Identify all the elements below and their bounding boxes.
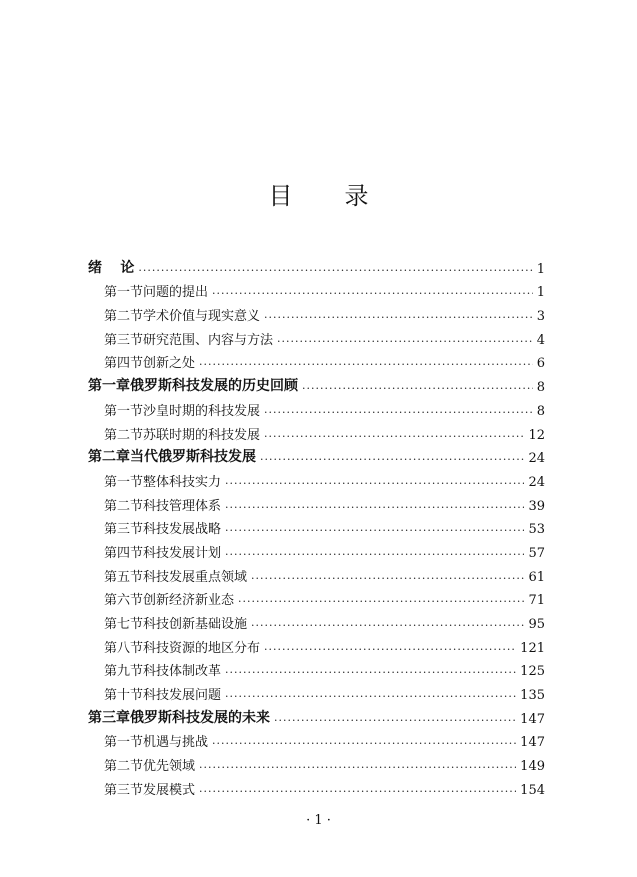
toc-entry-number: 第三节	[104, 782, 144, 798]
toc-entry-number: 第七节	[104, 617, 144, 632]
toc-entry-number: 第十节	[104, 688, 144, 704]
toc-leader-dots	[302, 382, 533, 395]
toc-leader-dots	[251, 572, 524, 585]
toc-entry-number: 第九节	[104, 664, 144, 680]
toc-page-number: 61	[528, 569, 545, 585]
toc-entry-number: 第三节	[104, 522, 144, 538]
toc-section-entry[interactable]	[88, 348, 545, 372]
toc-page-number: 8	[536, 380, 545, 396]
toc-leader-dots	[260, 453, 524, 466]
toc-section-entry[interactable]	[88, 490, 545, 514]
toc-section-entry[interactable]	[88, 750, 545, 774]
toc-page-number: 57	[528, 545, 545, 561]
toc-section-entry[interactable]	[88, 300, 545, 324]
toc-entry-title: 苏联时期的科技发展	[143, 427, 261, 443]
toc-leader-dots	[264, 406, 533, 419]
toc-leader-dots	[199, 785, 516, 798]
toc-page-number: 71	[528, 593, 545, 609]
toc-entry-number: 第二章	[88, 449, 130, 466]
toc-entry-title: 科技发展问题	[143, 688, 222, 704]
toc-entry-number: 第一节	[104, 735, 144, 751]
toc-entry-title: 当代俄罗斯科技发展	[130, 449, 256, 466]
toc-leader-dots	[225, 548, 524, 561]
table-of-contents	[88, 253, 545, 798]
toc-chapter-entry[interactable]	[88, 371, 545, 395]
toc-entry-number: 第一章	[88, 378, 130, 395]
toc-leader-dots	[225, 501, 524, 514]
toc-leader-dots	[212, 287, 533, 300]
toc-page-number: 95	[528, 617, 545, 632]
toc-leader-dots	[199, 358, 533, 371]
toc-chapter-entry[interactable]	[88, 443, 545, 467]
toc-section-entry[interactable]	[88, 466, 545, 490]
toc-section-entry[interactable]	[88, 514, 545, 538]
toc-entry-title: 沙皇时期的科技发展	[143, 403, 261, 419]
toc-entry-number: 第八节	[104, 640, 144, 656]
toc-section-entry[interactable]	[88, 679, 545, 703]
toc-section-entry[interactable]	[88, 727, 545, 751]
toc-page-number: 39	[528, 498, 545, 514]
toc-leader-dots	[225, 477, 524, 490]
toc-entry-number: 第二节	[104, 309, 144, 325]
toc-page-number: 149	[520, 759, 545, 775]
toc-page-number: 3	[536, 309, 545, 325]
toc-chapter-entry[interactable]	[88, 253, 545, 277]
toc-entry-number: 第四节	[104, 545, 144, 561]
toc-entry-number: 第一节	[104, 474, 144, 490]
toc-page-number: 53	[528, 522, 545, 538]
toc-leader-dots	[264, 430, 524, 443]
toc-page-number: 135	[520, 688, 545, 704]
toc-entry-title: 科技资源的地区分布	[143, 640, 261, 656]
toc-leader-dots	[225, 690, 516, 703]
toc-page-number: 1	[536, 285, 545, 301]
toc-page-number: 24	[528, 474, 545, 490]
toc-page-number: 12	[528, 427, 545, 443]
toc-entry-title: 创新之处	[143, 356, 196, 372]
toc-page-number: 8	[536, 403, 545, 419]
page-number: · 1 ·	[306, 813, 331, 828]
toc-entry-number: 第一节	[104, 285, 144, 301]
toc-chapter-entry[interactable]	[88, 703, 545, 727]
toc-section-entry[interactable]	[88, 632, 545, 656]
toc-entry-number: 第二节	[104, 759, 144, 775]
toc-page-number: 147	[520, 735, 545, 751]
toc-page-number: 4	[536, 332, 545, 348]
toc-entry-title: 论	[120, 259, 135, 276]
toc-entry-title: 科技发展战略	[143, 522, 222, 538]
toc-entry-number: 第二节	[104, 498, 144, 514]
toc-section-entry[interactable]	[88, 277, 545, 301]
toc-page-number: 24	[528, 451, 545, 467]
toc-section-entry[interactable]	[88, 395, 545, 419]
toc-section-entry[interactable]	[88, 324, 545, 348]
toc-leader-dots	[225, 666, 516, 679]
toc-section-entry[interactable]	[88, 585, 545, 609]
toc-entry-number: 第二节	[104, 427, 144, 443]
toc-leader-dots	[138, 264, 532, 277]
toc-leader-dots	[264, 643, 516, 656]
toc-section-entry[interactable]	[88, 774, 545, 798]
toc-entry-title: 俄罗斯科技发展的未来	[130, 709, 270, 726]
page-title-right: 录	[344, 182, 369, 210]
toc-entry-title: 问题的提出	[143, 285, 209, 301]
toc-entry-title: 科技发展计划	[143, 545, 222, 561]
toc-leader-dots	[264, 311, 533, 324]
toc-entry-title: 创新经济新业态	[143, 593, 235, 609]
toc-leader-dots	[238, 595, 524, 608]
toc-page-number: 6	[536, 356, 545, 372]
toc-page-number: 121	[520, 640, 545, 656]
toc-entry-title: 科技发展重点领域	[143, 569, 248, 585]
toc-entry-number: 第一节	[104, 403, 144, 419]
toc-section-entry[interactable]	[88, 419, 545, 443]
toc-entry-title: 研究范围、内容与方法	[143, 332, 274, 348]
toc-entry-title: 学术价值与现实意义	[143, 309, 261, 325]
page-title	[0, 176, 637, 211]
toc-entry-title: 科技体制改革	[143, 664, 222, 680]
toc-entry-title: 整体科技实力	[143, 474, 222, 490]
page-title-left: 目	[268, 182, 293, 210]
toc-page-number: 154	[520, 782, 545, 798]
toc-entry-title: 科技管理体系	[143, 498, 222, 514]
toc-entry-title: 发展模式	[143, 782, 196, 798]
toc-leader-dots	[251, 619, 524, 632]
toc-entry-number: 第三章	[88, 709, 130, 726]
toc-page-number: 1	[536, 261, 545, 277]
toc-entry-number: 绪	[88, 259, 102, 276]
toc-leader-dots	[225, 524, 524, 537]
toc-entry-title: 优先领域	[143, 759, 196, 775]
toc-entry-number: 第五节	[104, 569, 144, 585]
toc-entry-title: 科技创新基础设施	[143, 617, 248, 632]
toc-page-number: 147	[520, 711, 545, 727]
toc-entry-title: 机遇与挑战	[143, 735, 209, 751]
toc-section-entry[interactable]	[88, 537, 545, 561]
toc-entry-number: 第六节	[104, 593, 144, 609]
toc-section-entry[interactable]	[88, 608, 545, 632]
toc-section-entry[interactable]	[88, 656, 545, 680]
toc-section-entry[interactable]	[88, 561, 545, 585]
toc-leader-dots	[274, 714, 516, 727]
toc-entry-number: 第三节	[104, 332, 144, 348]
toc-leader-dots	[212, 737, 516, 750]
toc-entry-number: 第四节	[104, 356, 144, 372]
toc-leader-dots	[277, 335, 533, 348]
toc-entry-title: 俄罗斯科技发展的历史回顾	[130, 378, 298, 395]
toc-page-number: 125	[520, 664, 545, 680]
toc-leader-dots	[199, 761, 516, 774]
